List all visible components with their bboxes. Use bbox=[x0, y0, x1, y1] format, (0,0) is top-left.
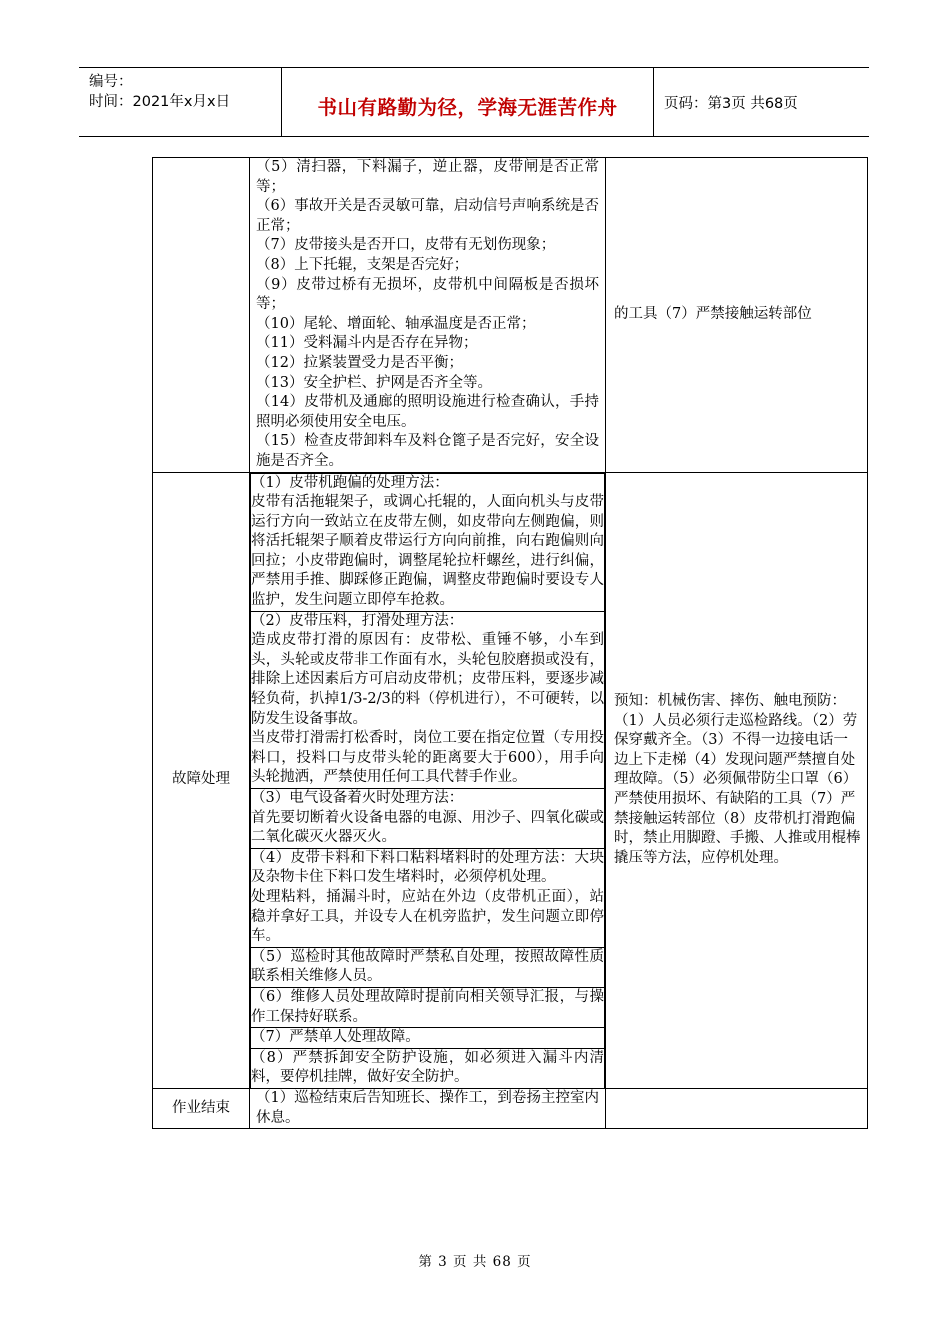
precaution-text: 的工具（7）严禁接触运转部位 bbox=[614, 305, 812, 322]
fault-block-cell bbox=[251, 848, 605, 947]
inspection-items-list bbox=[250, 158, 605, 472]
fault-block bbox=[251, 848, 605, 947]
fault-block bbox=[251, 611, 605, 788]
row-label-cell bbox=[153, 158, 250, 473]
fault-block bbox=[251, 1048, 605, 1088]
inspection-item: （13）安全护栏、护网是否齐全等。 bbox=[256, 374, 492, 391]
inspection-item: （6）事故开关是否灵敏可靠，启动信号声响系统是否正常； bbox=[256, 198, 599, 234]
fault-block-cell bbox=[251, 611, 605, 788]
fault-block-cell bbox=[251, 473, 605, 611]
finish-cell bbox=[250, 1088, 606, 1128]
fault-blocks bbox=[250, 473, 605, 1088]
inspection-item: （10）尾轮、增面轮、轴承温度是否正常； bbox=[256, 315, 536, 332]
fault-blocks-cell bbox=[250, 472, 606, 1088]
fault-block-paragraph: （5）巡检时其他故障时严禁私自处理，按照故障性质联系相关维修人员。 bbox=[251, 948, 604, 985]
inspection-item: （11）受料漏斗内是否存在异物； bbox=[256, 335, 478, 352]
fault-block-cell bbox=[251, 987, 605, 1027]
document-number-label: 编号： bbox=[89, 74, 133, 90]
row-precaution-cell bbox=[606, 1088, 868, 1128]
fault-block-paragraph: 首先要切断着火设备电器的电源、用沙子、四氧化碳或二氧化碳灭火器灭火。 bbox=[251, 809, 604, 846]
row-precaution-cell bbox=[606, 472, 868, 1088]
fault-block bbox=[251, 473, 605, 611]
inspection-item: （14）皮带机及通廊的照明设施进行检查确认，手持照明必须使用安全电压。 bbox=[256, 394, 599, 430]
header-meta bbox=[79, 68, 282, 136]
fault-block-paragraph: 皮带有活拖辊架子，或调心托辊的，人面向机头与皮带运行方向一致站立在皮带左侧，如皮带向左侧跑偏，则将活托辊架子顺着皮带运行方向向前推，向右跑偏则向回拉；小皮带跑偏时，调整尾轮拉杆螺丝，进行纠偏，严禁用手推、脚踩修正跑偏，调整皮带跑偏时要设专人监护，发生问题立即停车抢救。 bbox=[251, 494, 604, 609]
row-label-cell: 作业结束 bbox=[153, 1088, 250, 1128]
fault-block bbox=[251, 947, 605, 987]
fault-block-paragraph: （6）维修人员处理故障时提前向相关领导汇报，与操作工保持好联系。 bbox=[251, 988, 604, 1025]
document-date-label: 时间：2021年x月x日 bbox=[89, 94, 231, 110]
fault-block-cell bbox=[251, 947, 605, 987]
inspection-item: （12）拉紧装置受力是否平衡； bbox=[256, 354, 463, 371]
inspection-item: （9）皮带过桥有无损坏，皮带机中间隔板是否损坏等； bbox=[256, 276, 599, 313]
page-header bbox=[79, 67, 869, 137]
header-motto: 书山有路勤为径，学海无涯苦作舟 bbox=[282, 68, 654, 136]
fault-block-paragraph: 处理粘料，捅漏斗时，应站在外边（皮带机正面），站稳并拿好工具，并设专人在机旁监护，发生问题立即停车。 bbox=[251, 888, 604, 945]
fault-block-paragraph: 当皮带打滑需打松香时，岗位工要在指定位置（专用投料口，投料口与皮带头轮的距离要大于600），用手向头轮抛洒，严禁使用任何工具代替手作业。 bbox=[251, 730, 604, 786]
precaution-text: 预知：机械伤害、摔伤、触电预防：（1）人员必须行走巡检路线。（2）劳保穿戴齐全。（3）不得一边接电话一边上下走梯（4）发现问题严禁擅自处理故障。（5）必须佩带防尘口罩（6）严禁使用损坏、有缺陷的工具（7）严禁接触运转部位（8）皮带机打滑跑偏时，禁止用脚蹬、手搬、人推或用棍棒撬压等方法，应停机处理。 bbox=[614, 693, 861, 866]
row-label-cell: 故障处理 bbox=[153, 472, 250, 1088]
fault-block-paragraph: （8）严禁拆卸安全防护设施，如必须进入漏斗内清料，要停机挂牌，做好安全防护。 bbox=[251, 1049, 604, 1086]
fault-block-cell bbox=[251, 789, 605, 849]
table-row bbox=[153, 472, 868, 1088]
header-page-label: 页码：第3页 共68页 bbox=[664, 95, 798, 112]
inspection-item: （8）上下托辊，支架是否完好； bbox=[256, 256, 469, 273]
inspection-item: （7）皮带接头是否开口，皮带有无划伤现象； bbox=[256, 237, 556, 254]
fault-block bbox=[251, 789, 605, 849]
page-footer: 第 3 页 共 68 页 bbox=[418, 1254, 532, 1270]
inspection-item: （15）检查皮带卸料车及料仓篦子是否完好，安全设施是否齐全。 bbox=[256, 433, 599, 469]
inspection-items-cell bbox=[250, 158, 606, 473]
fault-block-paragraph: （7）严禁单人处理故障。 bbox=[251, 1029, 420, 1046]
table-row bbox=[153, 1088, 868, 1128]
fault-block-paragraph: （1）皮带机跑偏的处理方法： bbox=[251, 474, 449, 491]
procedure-table bbox=[152, 157, 868, 1129]
fault-block-paragraph: 造成皮带打滑的原因有：皮带松、重锤不够，小车到头，头轮或皮带非工作面有水，头轮包胶磨损或没有，排除上述因素后方可启动皮带机；皮带压料，要逐步减轻负荷，扒掉1/3-2/3的料（停机进行），不可硬转，以防发生设备事故。 bbox=[251, 632, 604, 727]
fault-block-paragraph: （3）电气设备着火时处理方法： bbox=[251, 790, 464, 806]
finish-text: （1）巡检结束后告知班长、操作工，到卷扬主控室内休息。 bbox=[256, 1089, 599, 1126]
fault-block-cell bbox=[251, 1048, 605, 1088]
table-row bbox=[153, 158, 868, 473]
fault-block bbox=[251, 987, 605, 1027]
fault-block bbox=[251, 1028, 605, 1049]
fault-block-cell bbox=[251, 1028, 605, 1049]
fault-block-paragraph: （2）皮带压料，打滑处理方法： bbox=[251, 612, 464, 629]
fault-block-paragraph: （4）皮带卡料和下料口粘料堵料时的处理方法：大块及杂物卡住下料口发生堵料时，必须停机处理。 bbox=[251, 849, 604, 886]
row-precaution-cell bbox=[606, 158, 868, 473]
inspection-item: （5）清扫器，下料漏子，逆止器，皮带闸是否正常等； bbox=[256, 159, 599, 195]
